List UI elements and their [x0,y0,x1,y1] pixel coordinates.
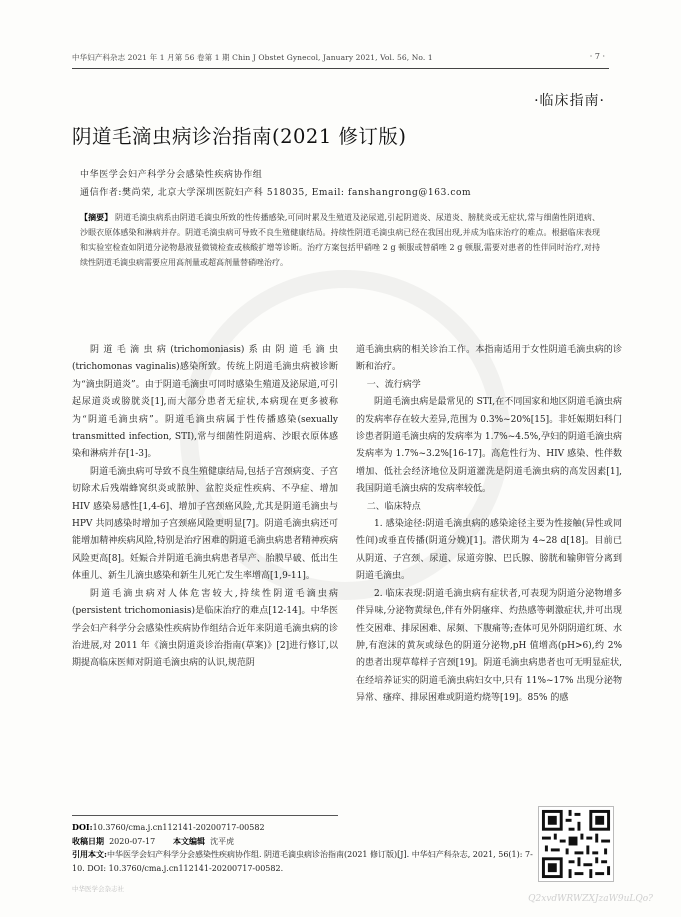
body-paragraph: 2. 临床表现:阴道毛滴虫病有症状者,可表现为阴道分泌物增多伴异味,分泌物黄绿色,伴有外阴瘙痒、灼热感等刺激症状,并可出现性交困难、排尿困难、尿频、下腹痛等;查体可见外阴阴道红斑、水肿,有泡沫的黄灰或绿色的阴道分泌物,pH 值增高(pH>6),约 2% 的患者出现草莓样子宫颈[19]。阴道毛滴虫病患者也可无明显症状,在经培养证实的阴道毛滴虫病妇女中,只有 11%~17% 出现分泌物异常、瘙痒、排尿困难或阴道灼烧等[19]。85% 的感 [356,588,622,704]
editor-name: 沈平虎 [210,836,235,846]
abstract-label: 【摘要】 [80,212,113,222]
journal-header: 中华妇产科杂志 2021 年 1 月第 56 卷第 1 期 Chin J Obstet Gynecol, January 2021, Vol. 56, No. 1 [72,53,433,62]
left-column [72,342,338,673]
page-number: · 7 · [589,52,605,61]
body-paragraph: 阴道毛滴虫病(trichomoniasis)系由阴道毛滴虫(trichomonas vaginalis)感染所致。传统上阴道毛滴虫病被诊断为“滴虫阴道炎”。由于阴道毛滴虫可同时感染生殖道及泌尿道,可引起尿道炎或膀胱炎[1],而大部分患者无症状,本病现在更多被称为“阴道毛滴虫病”。阴道毛滴虫病属于性传播感染(sexually transmitted infection, STI),常与细菌性阴道病、沙眼衣原体感染和淋病并存[1-3]。 [72,345,338,460]
header-divider [72,68,609,69]
editor-label: 本文编辑 [173,835,206,846]
correspondence: 通信作者:樊尚荣, 北京大学深圳医院妇产科 518035, Email: fanshangrong@163.com [80,188,472,198]
body-paragraph: 1. 感染途径:阴道毛滴虫病的感染途径主要为性接触(异性或同性间)或垂直传播(阴道分娩)[1]。潜伏期为 4~28 d[18]。目前已从阴道、子宫颈、尿道、尿道旁腺、巴氏腺、膀胱和输卵管分离到阴道毛滴虫。 [356,519,622,582]
section-tag: ·临床指南· [534,93,605,109]
received-date: 2020-07-17 [109,836,156,846]
abstract-text: 阴道毛滴虫病系由阴道毛滴虫所致的性传播感染,可同时累及生殖道及泌尿道,引起阴道炎、尿道炎、膀胱炎或无症状,常与细菌性阴道病、沙眼衣原体感染和淋病并存。阴道毛滴虫病可导致不良生殖健康结局。持续性阴道毛滴虫病已经在我国出现,并成为临床治疗的难点。根据临床表现和实验室检查如阴道分泌物悬液显微镜检查或核酸扩增等诊断。治疗方案包括甲硝唑 2 g 顿服或替硝唑 2 g 顿服,需要对患者的性伴同时治疗,对持续性阴道毛滴虫病需要应用高剂量或超高剂量替硝唑治疗。 [80,213,601,267]
right-column [356,342,622,708]
citation-text: 中华医学会妇产科学分会感染性疾病协作组. 阴道毛滴虫病诊治指南(2021 修订版)[J]. 中华妇产科杂志, 2021, 56(1): 7-10. DOI: 10.3760/cma.j.cn112141-20200717-00582. [72,850,533,873]
author-group: 中华医学会妇产科学分会感染性疾病协作组 [80,170,263,180]
section-heading-epidemiology: 一、流行病学 [366,379,421,390]
qr-code-icon [539,807,613,881]
abstract [80,210,600,270]
received-label: 收稿日期 [72,835,104,846]
footnote [72,821,538,875]
author-block [80,166,471,202]
doi-label: DOI: [72,822,93,832]
cite-label: 引用本文: [72,849,107,859]
doi-link[interactable]: 10.3760/cma.j.cn112141-20200717-00582 [92,823,265,832]
publisher-logo: 中华医学会杂志社 [72,885,124,893]
watermark-code: Q2xvdWRWZXJzaW9uLQo? [528,894,653,904]
footnote-divider [72,815,338,816]
body-paragraph: 阴道毛滴虫病可导致不良生殖健康结局,包括子宫颈病变、子宫切除术后残端蜂窝织炎或脓肿、盆腔炎症性疾病、不孕症、增加 HIV 感染易感性[1,4-6]、增加子宫颈癌风险,尤其是阴道毛滴虫与 HPV 共同感染时增加子宫颈癌风险更明显[7]。阴道毛滴虫病还可能增加精神疾病风险,特别是治疗困难的阴道毛滴虫病患者精神疾病风险更高[8]。妊娠合并阴道毛滴虫病患者早产、胎膜早破、低出生体重儿、新生儿滴虫感染和新生儿死亡发生率增高[1,9-11]。 [72,466,338,582]
section-heading-clinical: 二、临床特点 [366,501,421,512]
body-paragraph: 阴道毛滴虫病是最常见的 STI,在不同国家和地区阴道毛滴虫病的发病率存在较大差异,范围为 0.3%~20%[15]。非妊娠期妇科门诊患者阴道毛滴虫病的发病率为 1.7%~4.5%,孕妇的阴道毛滴虫病发病率为 1.7%~3.2%[16-17]。高危性行为、HIV 感染、性伴数增加、低社会经济地位及阴道灌洗是阴道毛滴虫病的高发因素[1],我国阴道毛滴虫病的发病率较低。 [356,397,622,495]
body-paragraph: 道毛滴虫病的相关诊治工作。本指南适用于女性阴道毛滴虫病的诊断和治疗。 [356,345,622,373]
qr-code[interactable] [538,806,614,882]
body-paragraph: 阴道毛滴虫病对人体危害较大,持续性阴道毛滴虫病(persistent trichomoniasis)是临床治疗的难点[12-14]。中华医学会妇产科学分会感染性疾病协作组结合近年来阴道毛滴虫病的诊治进展,对 2011 年《滴虫阴道炎诊治指南(草案)》[2]进行修订,以期提高临床医师对阴道毛滴虫病的认识,规范阴 [72,588,338,669]
article-title: 阴道毛滴虫病诊治指南(2021 修订版) [72,125,407,148]
